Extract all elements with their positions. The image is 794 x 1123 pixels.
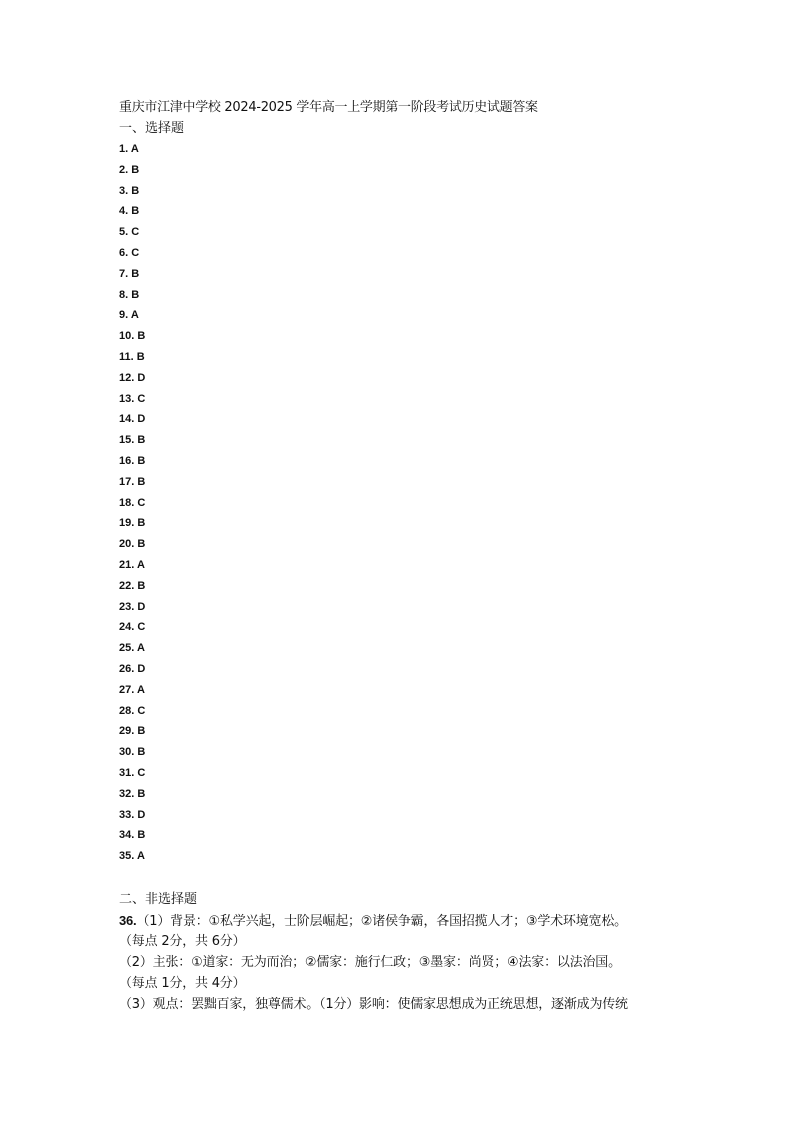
answer-item: 32. B xyxy=(119,787,146,800)
essay-line-1 xyxy=(119,910,679,931)
answer-item: 9. A xyxy=(119,309,139,322)
answer-item: 34. B xyxy=(119,829,146,842)
answer-item: 25. A xyxy=(119,642,145,655)
answer-item: 14. D xyxy=(119,413,146,426)
essay-line-5: （3）观点：罢黜百家，独尊儒术。（1分）影响：使儒家思想成为正统思想，逐渐成为传统 xyxy=(119,996,628,1012)
document-content xyxy=(119,97,679,1015)
question-number: 36. xyxy=(119,912,137,928)
answer-item: 6. C xyxy=(119,246,140,259)
answer-item: 35. A xyxy=(119,850,145,863)
answer-list xyxy=(119,139,679,867)
answer-item: 11. B xyxy=(119,350,145,363)
answer-item: 3. B xyxy=(119,184,140,197)
answer-item: 26. D xyxy=(119,662,146,675)
answer-item: 23. D xyxy=(119,600,146,613)
answer-item: 29. B xyxy=(119,725,146,738)
section-heading-multiple-choice: 一、选择题 xyxy=(119,121,185,136)
answer-item: 8. B xyxy=(119,288,140,301)
answer-item: 19. B xyxy=(119,517,146,530)
section-gap xyxy=(119,867,679,889)
answer-item: 24. C xyxy=(119,621,146,634)
answer-item: 31. C xyxy=(119,766,146,779)
answer-item: 10. B xyxy=(119,330,146,343)
answer-item: 5. C xyxy=(119,226,140,239)
answer-item: 33. D xyxy=(119,808,146,821)
answer-item: 4. B xyxy=(119,205,140,218)
essay-line-4: （每点 1分，共 4分） xyxy=(119,975,246,991)
answer-item: 20. B xyxy=(119,538,146,551)
answer-item: 12. D xyxy=(119,371,146,384)
answer-item: 15. B xyxy=(119,434,146,447)
answer-item: 28. C xyxy=(119,704,146,717)
answer-item: 7. B xyxy=(119,267,140,280)
answer-item: 2. B xyxy=(119,163,140,176)
answer-item: 13. C xyxy=(119,392,146,405)
essay-part-1-background: （1）背景：①私学兴起，士阶层崛起；②诸侯争霸，各国招揽人才；③学术环境宽松。 xyxy=(136,913,627,929)
section-heading-non-choice: 二、非选择题 xyxy=(119,891,198,907)
answer-item: 30. B xyxy=(119,746,146,759)
document-title: 重庆市江津中学校 2024-2025 学年高一上学期第一阶段考试历史试题答案 xyxy=(119,100,538,115)
answer-item: 16. B xyxy=(119,454,146,467)
answer-item: 22. B xyxy=(119,579,146,592)
essay-line-3: （2）主张：①道家：无为而治；②儒家：施行仁政；③墨家：尚贤；④法家：以法治国。 xyxy=(119,954,621,970)
essay-line-2: （每点 2分，共 6分） xyxy=(119,933,246,949)
answer-item: 1. A xyxy=(119,143,139,155)
answer-item: 18. C xyxy=(119,496,146,509)
answer-item: 21. A xyxy=(119,558,145,571)
answer-item: 27. A xyxy=(119,683,145,696)
answer-item: 17. B xyxy=(119,475,146,488)
